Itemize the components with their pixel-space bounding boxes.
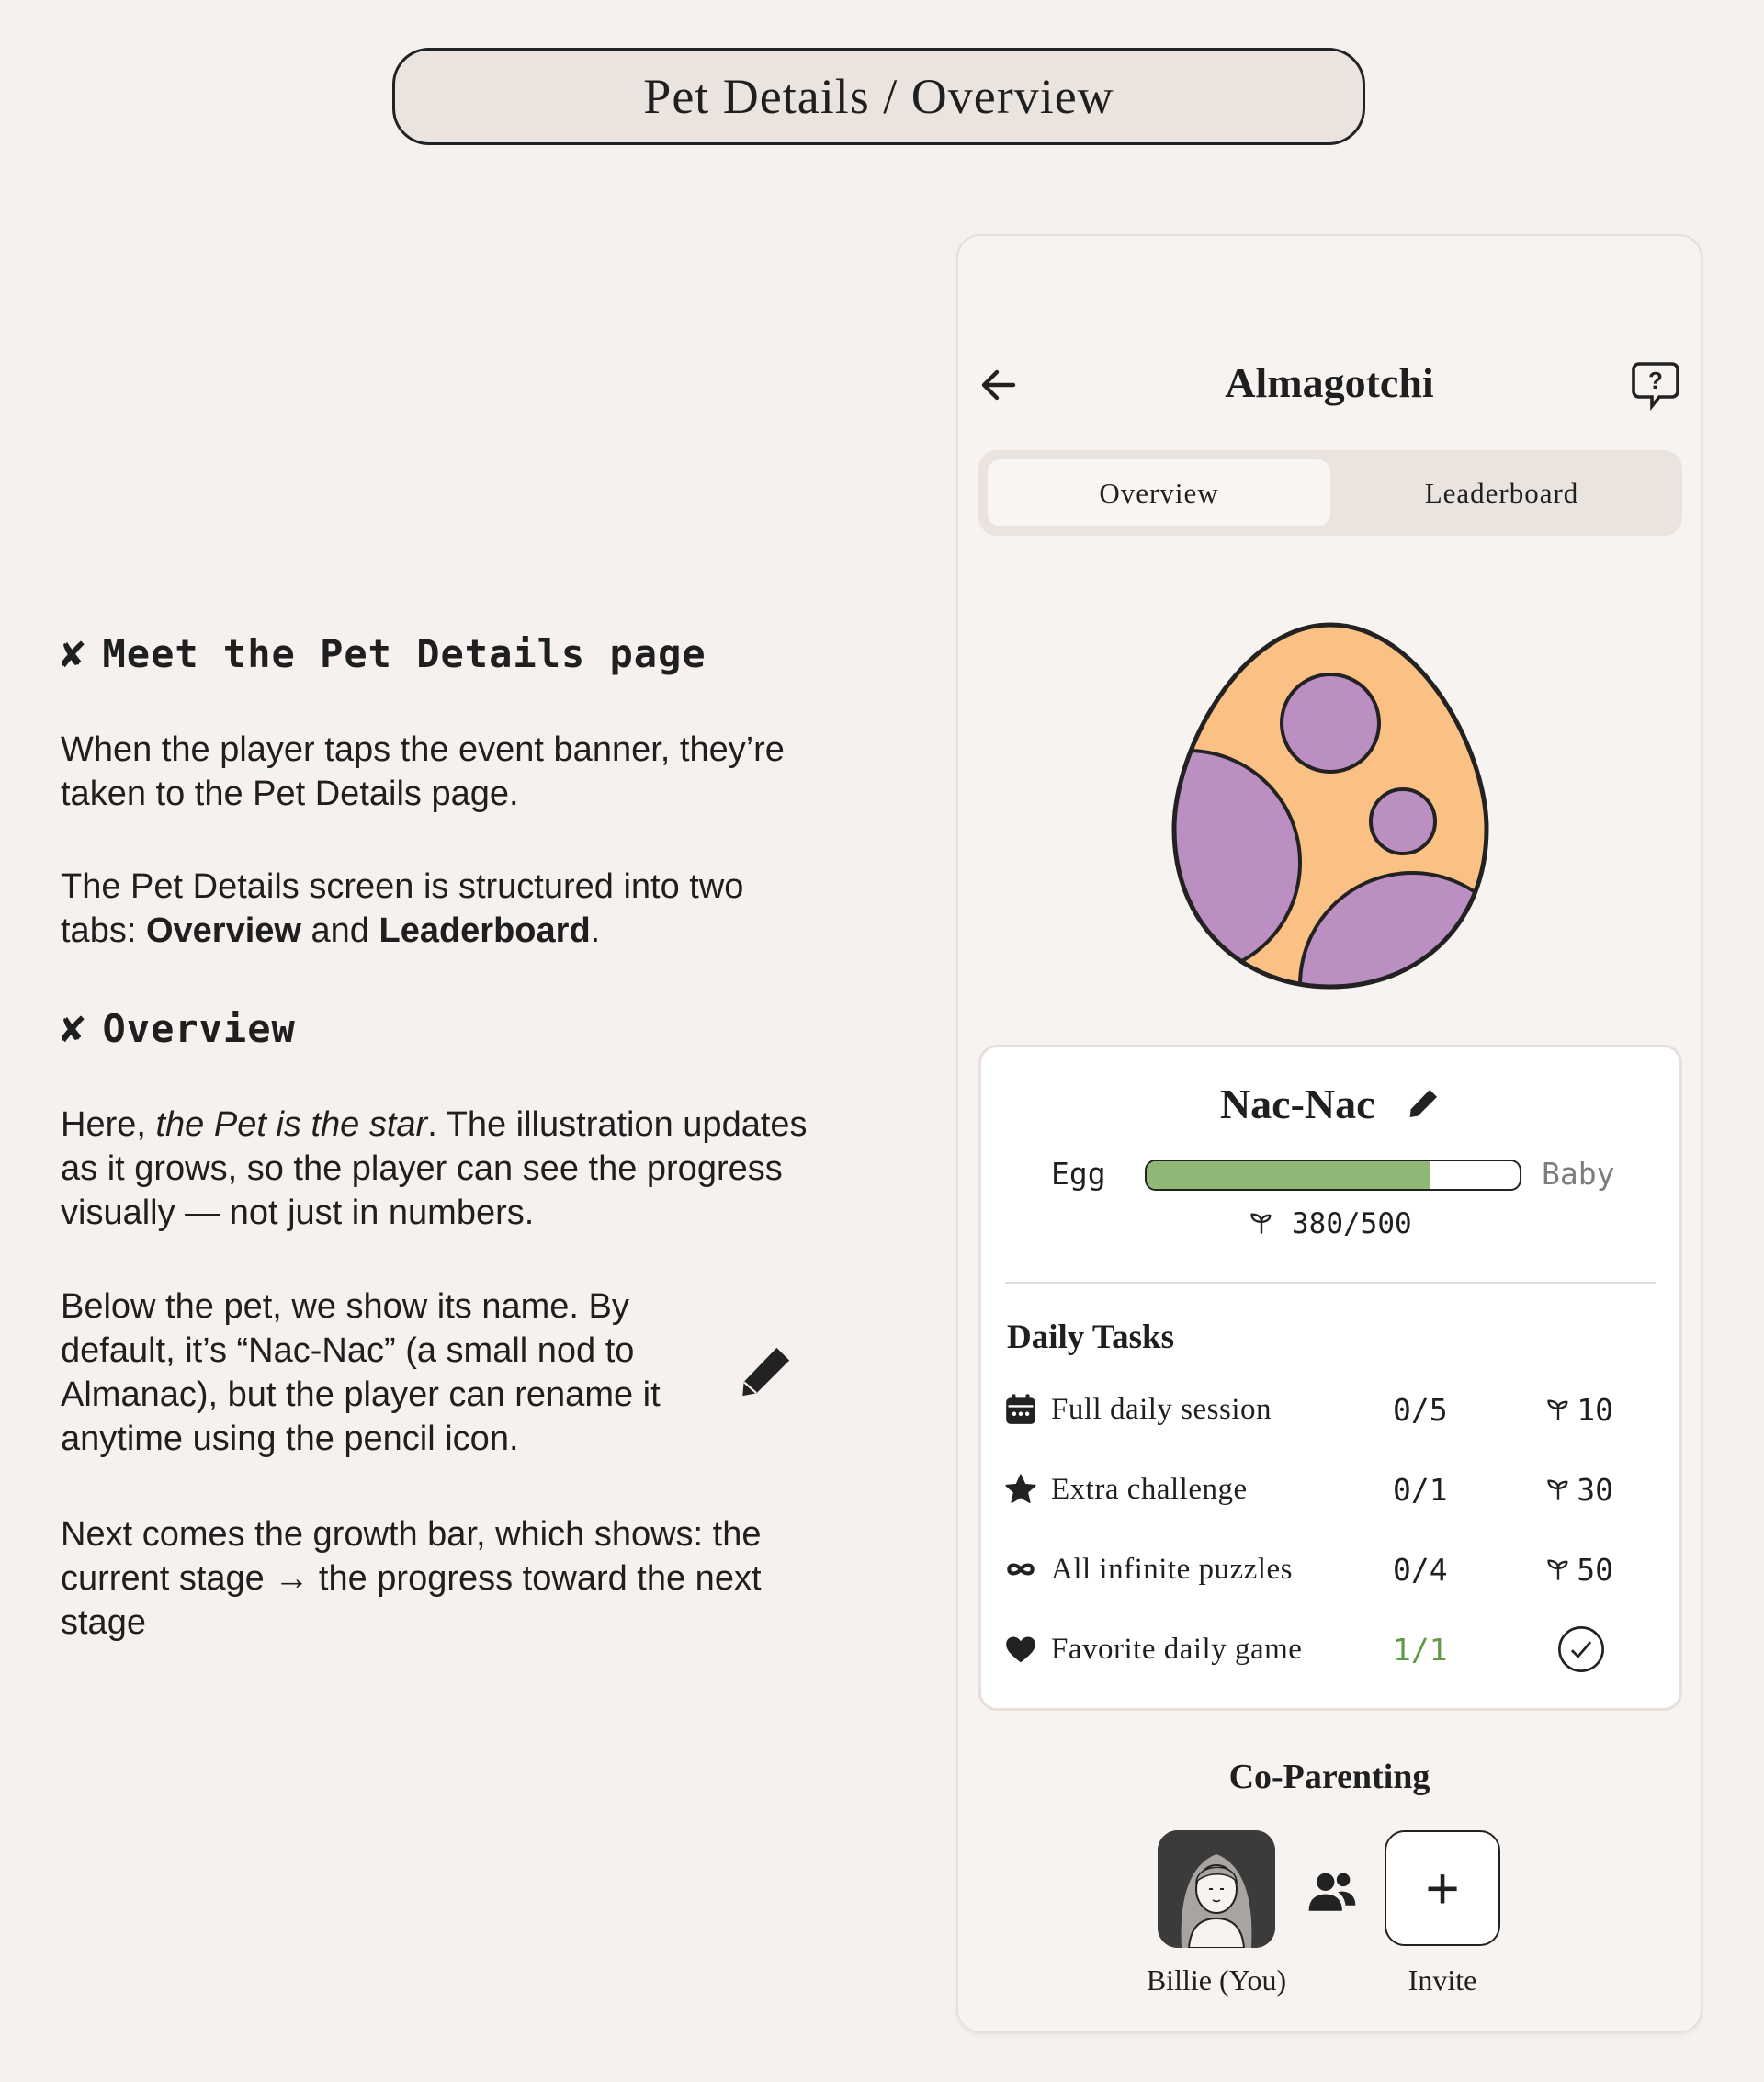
task-reward — [1521, 1472, 1613, 1508]
task-reward — [1521, 1392, 1613, 1428]
intro-p2-and: and — [300, 911, 379, 950]
growth-points — [981, 1207, 1679, 1240]
cross-icon: ✘ — [61, 1005, 86, 1052]
tab-overview[interactable]: Overview — [988, 459, 1330, 526]
task-label: Extra challenge — [1051, 1472, 1248, 1506]
sprout-icon — [1545, 1556, 1571, 1582]
task-count: 0/1 — [1393, 1471, 1448, 1508]
intro-paragraph-1: When the player taps the event banner, they’re taken to the Pet Details page. — [61, 730, 785, 813]
help-icon[interactable] — [1631, 360, 1680, 412]
pet-name: Nac-Nac — [1219, 1080, 1375, 1127]
tab-leaderboard[interactable]: Leaderboard — [1424, 476, 1579, 509]
rename-pencil-icon[interactable] — [1406, 1086, 1441, 1121]
intro-heading-text: Meet the Pet Details page — [102, 631, 707, 676]
overview-paragraph-1 — [61, 1103, 823, 1235]
next-stage-label: Baby — [1542, 1156, 1615, 1192]
phone-frame — [956, 234, 1702, 2033]
intro-p2-tab2: Leaderboard — [379, 911, 591, 950]
task-reward-value: 30 — [1577, 1471, 1613, 1508]
task-row — [1003, 1542, 1665, 1597]
overview-heading-text: Overview — [102, 1006, 296, 1051]
plus-icon: + — [1425, 1855, 1460, 1921]
page-title: Pet Details / Overview — [643, 69, 1114, 124]
daily-tasks-title: Daily Tasks — [1007, 1318, 1175, 1356]
task-count: 0/5 — [1393, 1391, 1448, 1428]
svg-text:?: ? — [1648, 367, 1663, 394]
people-icon — [1306, 1864, 1359, 1918]
overview-paragraph-3: Next comes the growth bar, which shows: the current stage → the progress toward the next stage — [61, 1515, 762, 1642]
task-row — [1003, 1462, 1665, 1517]
intro-p2-prefix: The Pet Details screen is structured into two tabs: — [61, 867, 744, 950]
pencil-icon — [735, 1341, 796, 1402]
star-icon — [1003, 1472, 1038, 1507]
growth-points-text: 380/500 — [1292, 1207, 1412, 1240]
overview-paragraph-2: Below the pet, we show its name. By default, it’s “Nac-Nac” (a small nod to Almanac), but the player can rename it anytime using the pencil icon. — [61, 1287, 661, 1458]
task-row — [1003, 1382, 1665, 1437]
calendar-icon — [1003, 1392, 1038, 1427]
intro-p2-tab1: Overview — [145, 911, 301, 950]
task-reward-value: 50 — [1577, 1551, 1613, 1588]
avatar[interactable] — [1158, 1830, 1275, 1948]
current-stage-label: Egg — [1051, 1156, 1106, 1192]
member-name: Billie (You) — [1146, 1963, 1287, 1997]
avatar-illustration — [1158, 1830, 1275, 1948]
sprout-icon — [1249, 1210, 1274, 1236]
page-header-pill — [392, 48, 1365, 145]
overview-p1-prefix: Here, — [61, 1105, 156, 1144]
intro-p2-suffix: . — [590, 911, 601, 950]
check-circle-icon — [1556, 1624, 1606, 1674]
pet-name-row — [981, 1075, 1679, 1128]
task-reward-value: 10 — [1577, 1391, 1613, 1428]
overview-p1-italic: the Pet is the star — [155, 1105, 428, 1144]
sprout-icon — [1545, 1477, 1571, 1502]
card-divider — [1005, 1282, 1656, 1284]
co-parenting-title: Co-Parenting — [1228, 1758, 1430, 1796]
sprout-icon — [1545, 1397, 1571, 1422]
growth-progress-fill — [1147, 1161, 1430, 1189]
task-count: 1/1 — [1393, 1631, 1448, 1668]
section-heading-intro — [61, 630, 707, 677]
task-reward — [1521, 1552, 1613, 1588]
task-label: Favorite daily game — [1051, 1632, 1303, 1666]
invite-label: Invite — [1408, 1963, 1477, 1997]
growth-progress-bar — [1145, 1160, 1521, 1191]
task-count: 0/4 — [1393, 1551, 1448, 1588]
task-label: All infinite puzzles — [1051, 1552, 1293, 1586]
infinity-icon — [1003, 1552, 1038, 1587]
tab-bar — [978, 450, 1682, 536]
heart-icon — [1003, 1632, 1038, 1667]
intro-paragraph-2 — [61, 865, 823, 953]
invite-button[interactable] — [1385, 1830, 1500, 1946]
task-label: Full daily session — [1051, 1392, 1272, 1426]
task-row — [1003, 1622, 1665, 1677]
pet-status-card — [978, 1045, 1682, 1711]
cross-icon: ✘ — [61, 630, 86, 677]
pet-egg-illustration — [1171, 622, 1489, 990]
app-title: Almagotchi — [1225, 359, 1434, 406]
overview-p1-suffix: . The illustration updates as it grows, so the player can see the progress visually — not just in numbers. — [61, 1105, 808, 1232]
task-reward — [1521, 1624, 1613, 1674]
section-heading-overview — [61, 1005, 296, 1052]
